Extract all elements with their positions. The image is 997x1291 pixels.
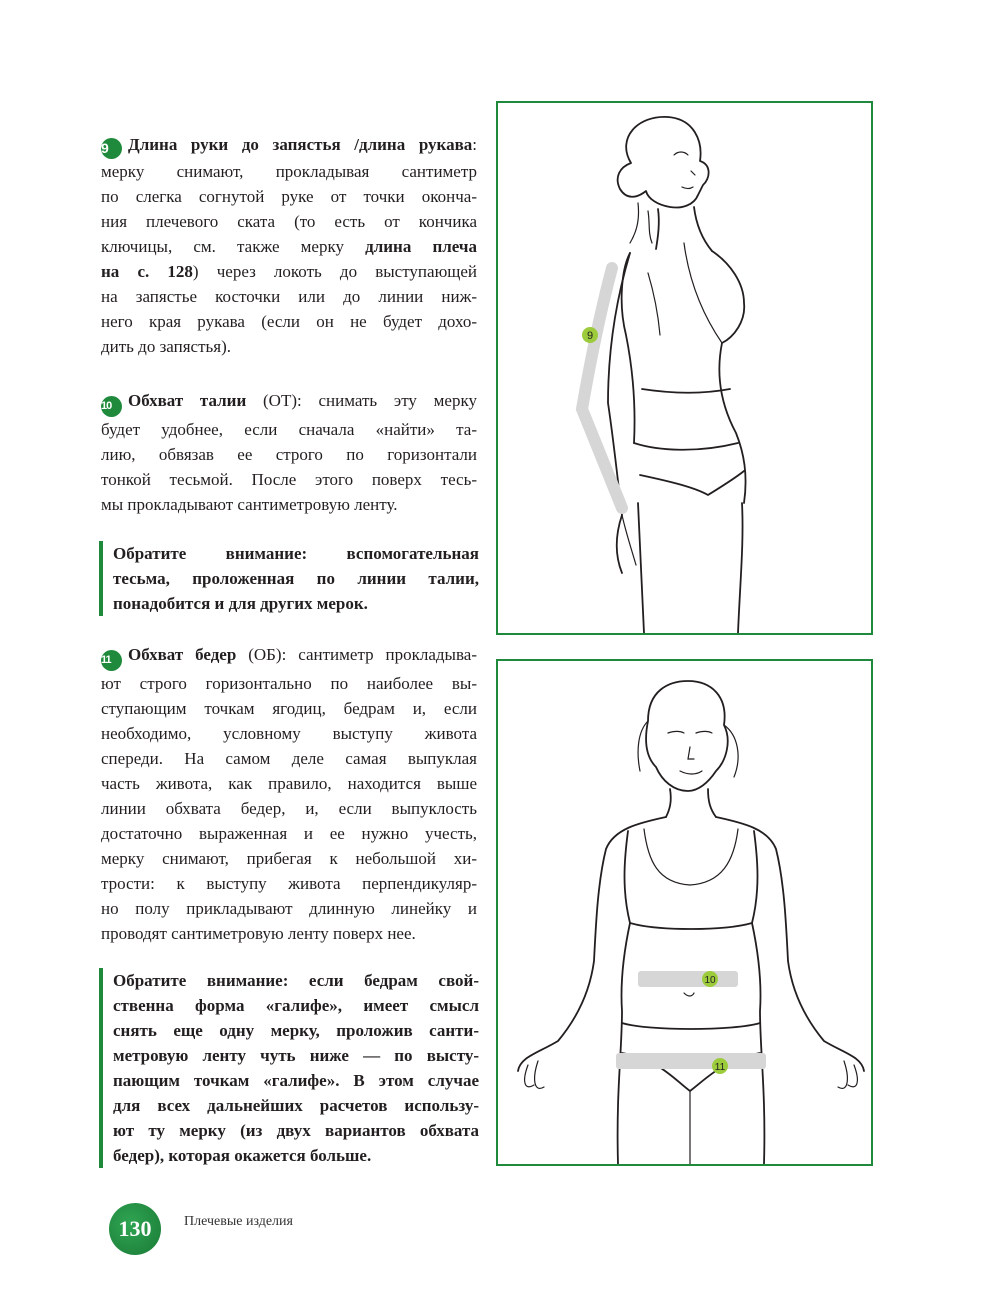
label-11: 11 [714, 1062, 726, 1073]
item-line: необходимо, условному выступу живота [101, 724, 477, 743]
bold-term: Обхват талии [128, 391, 247, 410]
item-line: лию, обвязав ее строго по горизонтали [101, 445, 477, 464]
item-line: него края рукава (если он не будет дохо- [101, 312, 477, 331]
item-line: проводят сантиметровую ленту поверх нее. [101, 924, 416, 943]
section-title: Плечевые изделия [184, 1214, 293, 1229]
item-line: но полу прикладывают длинную линейку и [101, 899, 477, 918]
item-line: тонкой тесьмой. После этого поверх тесь- [101, 470, 477, 489]
item-line: по слегка согнутой руке от точки оконча- [101, 187, 477, 206]
item-number-badge: 9 [101, 138, 122, 159]
item-line: на с. 128) через локоть до выступающей [101, 262, 477, 281]
item-line: будет удобнее, если сначала «найти» та- [101, 420, 477, 439]
item-number-badge: 10 [101, 396, 122, 417]
bold-term: на с. 128 [101, 262, 193, 281]
note-line: Обратите внимание: если бедрам свой- [113, 971, 479, 990]
note-line: Обратите внимание: вспомогательная [113, 544, 479, 563]
item-line: трости: к выступу живота перпендикуляр- [101, 874, 477, 893]
note-box-2 [99, 968, 479, 1168]
item-lines [101, 388, 477, 517]
note-lines [113, 541, 479, 616]
item-lines [101, 642, 477, 946]
bold-term: длина плеча [365, 237, 477, 256]
front-view-illustration [498, 661, 871, 1164]
note-line: понадобится и для других мерок. [113, 594, 368, 613]
note-line: ют ту мерку (из двух вариантов обхвата [113, 1121, 479, 1140]
measurement-item-9 [101, 132, 477, 359]
item-line: ключицы, см. также мерку длина плеча [101, 237, 477, 256]
measurement-item-11 [101, 642, 477, 946]
item-line: ступающим точкам ягодиц, бедрам и, если [101, 699, 477, 718]
item-line: мерку снимают, прокладывая сантиметр [101, 162, 477, 181]
item-line: достаточно выраженная и ее нужно учесть, [101, 824, 477, 843]
item-number-badge: 11 [101, 650, 122, 671]
figure-side-view [496, 101, 873, 635]
item-line: линии обхвата бедер, и, если выпуклость [101, 799, 477, 818]
note-line: ственна форма «галифе», имеет смысл [113, 996, 479, 1015]
item-line: 10 Обхват талии (ОТ): снимать эту мерку [101, 388, 477, 417]
bold-term: Длина руки до запястья /длина рукава [128, 135, 473, 154]
item-line: дить до запястья). [101, 337, 231, 356]
page-number: 130 [109, 1203, 161, 1255]
bold-term: Обхват бедер [128, 645, 237, 664]
item-line: мерку снимают, прибегая к небольшой хи- [101, 849, 477, 868]
item-line: ния плечевого ската (то есть от кончика [101, 212, 477, 231]
side-view-illustration [498, 103, 871, 633]
item-line: спереди. На самом деле самая выпуклая [101, 749, 477, 768]
item-line: на запястье косточки или до линии ниж- [101, 287, 477, 306]
figure-front-view [496, 659, 873, 1166]
note-line: для всех дальнейших расчетов использу- [113, 1096, 479, 1115]
label-10: 10 [704, 975, 716, 986]
note-line: пающим точкам «галифе». В этом случае [113, 1071, 479, 1090]
item-line: часть живота, как правило, находится выше [101, 774, 477, 793]
note-line: метровую ленту чуть ниже — по высту- [113, 1046, 479, 1065]
measurement-item-10 [101, 388, 477, 517]
note-line: бедер), которая окажется больше. [113, 1146, 372, 1165]
note-box-1 [99, 541, 479, 616]
label-9: 9 [586, 330, 594, 342]
item-line: 9 Длина руки до запястья /длина рукава: [101, 132, 477, 159]
item-line: 11 Обхват бедер (ОБ): сантиметр прокладыва- [101, 642, 477, 671]
item-lines [101, 132, 477, 359]
note-line: снять еще одну мерку, проложив санти- [113, 1021, 479, 1040]
note-line: тесьма, проложенная по линии талии, [113, 569, 479, 588]
note-lines [113, 968, 479, 1168]
item-line: ют строго горизонтально по наиболее вы- [101, 674, 477, 693]
item-line: мы прокладывают сантиметровую ленту. [101, 495, 398, 514]
